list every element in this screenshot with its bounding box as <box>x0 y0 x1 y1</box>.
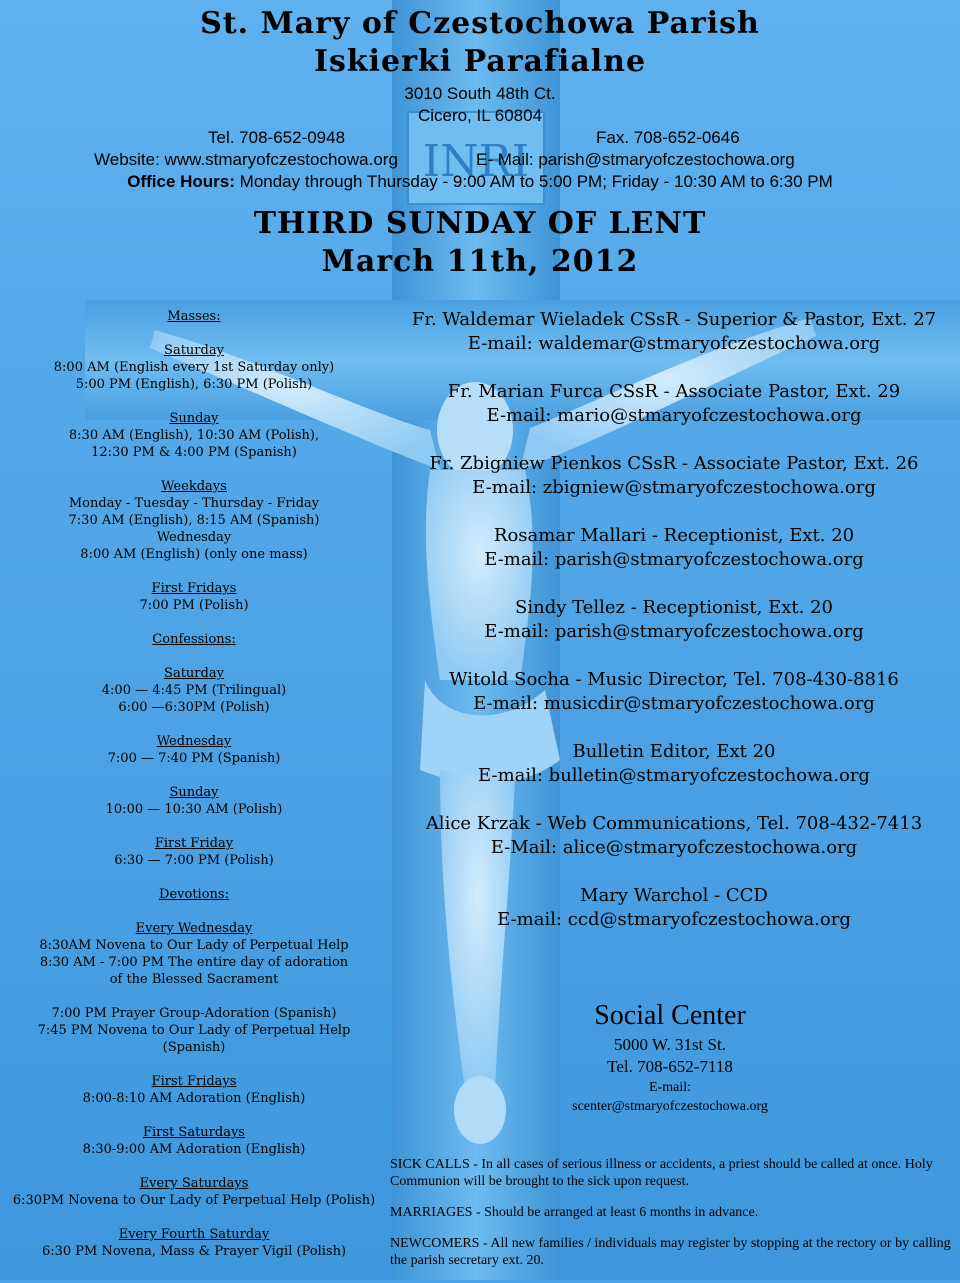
social-center-address: 5000 W. 31st St. <box>614 1035 726 1054</box>
masses-first-fridays-line: 7:00 PM (Polish) <box>139 598 249 613</box>
staff-role: Fr. Zbigniew Pienkos CSsR - Associate Pastor, Ext. 26 <box>429 453 919 474</box>
staff-email: E-mail: musicdir@stmaryofczestochowa.org <box>473 693 875 714</box>
confessions-saturday-line: 4:00 — 4:45 PM (Trilingual) <box>101 683 287 698</box>
parish-notices <box>390 1156 956 1283</box>
masses-weekdays-line: Wednesday <box>156 530 232 545</box>
confessions-saturday-line: 6:00 —6:30PM (Polish) <box>118 700 270 715</box>
schedule-column <box>8 308 380 1260</box>
staff-entry <box>388 524 960 572</box>
confessions-sunday-line: 10:00 — 10:30 AM (Polish) <box>105 802 283 817</box>
parish-fax: Fax. 708-652-0646 <box>596 128 740 147</box>
occasion-date: March 11th, 2012 <box>321 244 639 279</box>
confessions-first-friday-label: First Friday <box>154 836 234 851</box>
staff-directory <box>388 308 960 956</box>
devotions-first-saturdays-label: First Saturdays <box>143 1125 245 1140</box>
devotions-every-saturdays-label: Every Saturdays <box>139 1176 249 1191</box>
staff-entry <box>388 308 960 356</box>
masses-saturday-label: Saturday <box>164 343 224 358</box>
staff-entry <box>388 668 960 716</box>
devotions-wednesday-line: 7:00 PM Prayer Group-Adoration (Spanish) <box>51 1006 337 1021</box>
devotions-heading: Devotions: <box>159 887 229 902</box>
confessions-saturday-label: Saturday <box>164 666 224 681</box>
devotions-first-fridays-label: First Fridays <box>151 1074 237 1089</box>
confessions-sunday-label: Sunday <box>169 785 219 800</box>
confessions-first-friday-line: 6:30 — 7:00 PM (Polish) <box>114 853 274 868</box>
sick-calls-notice: SICK CALLS - In all cases of serious illness or accidents, a priest should be called at once. Holy Communion will be brought to the sick upon request. <box>390 1157 933 1189</box>
masses-saturday-line: 8:00 AM (English every 1st Saturday only) <box>53 360 335 375</box>
staff-role: Alice Krzak - Web Communications, Tel. 708-432-7413 <box>425 813 923 834</box>
staff-email: E-mail: ccd@stmaryofczestochowa.org <box>497 909 851 930</box>
staff-role: Witold Socha - Music Director, Tel. 708-430-8816 <box>449 669 899 690</box>
staff-role: Mary Warchol - CCD <box>580 885 768 906</box>
bulletin-name: Iskierki Parafialne <box>313 44 647 79</box>
masses-weekdays-line: 8:00 AM (English) (only one mass) <box>80 547 308 562</box>
masses-sunday-line: 8:30 AM (English), 10:30 AM (Polish), <box>68 428 320 443</box>
confessions-heading: Confessions: <box>152 632 236 647</box>
staff-email: E-mail: parish@stmaryofczestochowa.org <box>484 549 864 570</box>
staff-entry <box>388 812 960 860</box>
devotions-first-fridays-line: 8:00-8:10 AM Adoration (English) <box>82 1091 306 1106</box>
staff-email: E-mail: zbigniew@stmaryofczestochowa.org <box>472 477 876 498</box>
staff-entry <box>388 596 960 644</box>
staff-entry <box>388 884 960 932</box>
social-center-email: scenter@stmaryofczestochowa.org <box>572 1099 768 1114</box>
devotions-wednesday-line: 7:45 PM Novena to Our Lady of Perpetual Help <box>37 1023 351 1038</box>
confessions-wednesday-line: 7:00 — 7:40 PM (Spanish) <box>107 751 281 766</box>
marriages-notice: MARRIAGES - Should be arranged at least 6 months in advance. <box>390 1205 759 1220</box>
devotions-first-saturdays-line: 8:30-9:00 AM Adoration (English) <box>82 1142 306 1157</box>
parish-email: E- Mail: parish@stmaryofczestochowa.org <box>476 150 795 169</box>
office-hours-text: Monday through Thursday - 9:00 AM to 5:00 PM; Friday - 10:30 AM to 6:30 PM <box>239 172 833 191</box>
staff-entry <box>388 740 960 788</box>
devotions-fourth-saturday-line: 6:30 PM Novena, Mass & Prayer Vigil (Polish) <box>41 1244 347 1259</box>
masses-sunday-label: Sunday <box>169 411 219 426</box>
parish-name: St. Mary of Czestochowa Parish <box>200 6 760 41</box>
social-center-block <box>520 998 820 1116</box>
occasion-title: THIRD SUNDAY OF LENT <box>253 206 707 241</box>
staff-email: E-mail: parish@stmaryofczestochowa.org <box>484 621 864 642</box>
staff-email: E-Mail: alice@stmaryofczestochowa.org <box>490 837 858 858</box>
address-city: Cicero, IL 60804 <box>417 106 543 125</box>
staff-role: Bulletin Editor, Ext 20 <box>572 741 776 762</box>
social-center-telephone: Tel. 708-652-7118 <box>607 1057 733 1076</box>
staff-email: E-mail: bulletin@stmaryofczestochowa.org <box>478 765 870 786</box>
masses-weekdays-line: Monday - Tuesday - Thursday - Friday <box>68 496 320 511</box>
masses-weekdays-label: Weekdays <box>161 479 227 494</box>
masses-saturday-line: 5:00 PM (English), 6:30 PM (Polish) <box>75 377 313 392</box>
devotions-wednesday-line: of the Blessed Sacrament <box>109 972 279 987</box>
cross-inscription: INRI <box>422 136 530 187</box>
social-center-email-label: E-mail: <box>649 1080 691 1095</box>
newcomers-notice: NEWCOMERS - All new families / individuals may register by stopping at the rectory or by calling the parish secretary ext. 20. <box>390 1236 951 1268</box>
office-hours <box>0 172 960 192</box>
staff-entry <box>388 452 960 500</box>
masses-heading: Masses: <box>167 309 221 324</box>
masses-sunday-line: 12:30 PM & 4:00 PM (Spanish) <box>91 445 297 460</box>
staff-email: E-mail: mario@stmaryofczestochowa.org <box>486 405 862 426</box>
staff-email: E-mail: waldemar@stmaryofczestochowa.org <box>467 333 881 354</box>
social-center-title: Social Center <box>594 1000 746 1031</box>
parish-website: Website: www.stmaryofczestochowa.org <box>94 150 398 169</box>
staff-entry <box>388 380 960 428</box>
office-hours-label: Office Hours: <box>127 172 235 191</box>
masses-weekdays-line: 7:30 AM (English), 8:15 AM (Spanish) <box>68 513 320 528</box>
parish-telephone: Tel. 708-652-0948 <box>208 128 346 147</box>
masses-first-fridays-label: First Fridays <box>151 581 237 596</box>
staff-role: Fr. Marian Furca CSsR - Associate Pastor, Ext. 29 <box>447 381 901 402</box>
staff-role: Rosamar Mallari - Receptionist, Ext. 20 <box>493 525 855 546</box>
devotions-wednesday-line: 8:30 AM - 7:00 PM The entire day of adoration <box>39 955 349 970</box>
devotions-wednesday-line: (Spanish) <box>162 1040 226 1055</box>
devotions-every-saturdays-line: 6:30PM Novena to Our Lady of Perpetual Help (Polish) <box>12 1193 376 1208</box>
devotions-fourth-saturday-label: Every Fourth Saturday <box>118 1227 270 1242</box>
staff-role: Fr. Waldemar Wieladek CSsR - Superior & Pastor, Ext. 27 <box>411 309 937 330</box>
address-street: 3010 South 48th Ct. <box>404 84 556 103</box>
devotions-wednesday-line: 8:30AM Novena to Our Lady of Perpetual Help <box>39 938 349 953</box>
staff-role: Sindy Tellez - Receptionist, Ext. 20 <box>515 597 833 618</box>
devotions-wednesday-label: Every Wednesday <box>135 921 253 936</box>
confessions-wednesday-label: Wednesday <box>156 734 232 749</box>
